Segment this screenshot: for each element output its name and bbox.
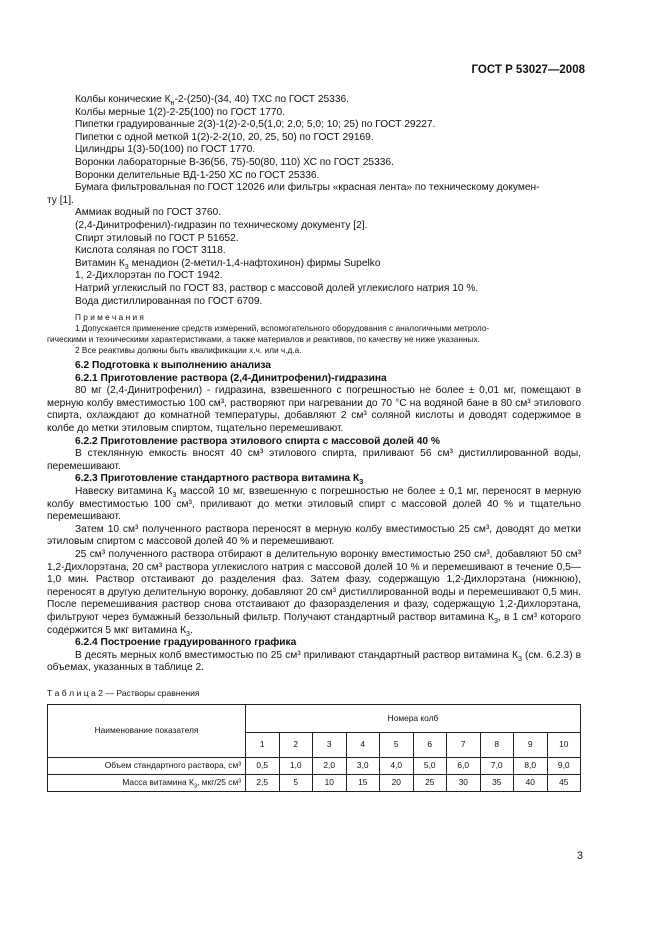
equipment-item: Цилиндры 1(3)-50(100) по ГОСТ 1770. [75, 144, 256, 156]
table-cell: 20 [380, 774, 414, 791]
row-label: Объем стандартного раствора, см³ [48, 757, 246, 774]
section-6-2-4-text: В десять мерных колб вместимостью по 25 см³ приливают стандартный раствор витамина $К_3$ (см. 6.2.3) в объемах, указанных в таблице 2. [47, 649, 581, 674]
section-6-2-3-heading: 6.2.3 Приготовление стандартного раствора витамина $К_3$ [75, 473, 364, 487]
table-cell: 2,0 [313, 757, 347, 774]
section-6-2-2-heading: 6.2.2 Приготовление раствора этилового спирта с массовой долей 40 % [75, 435, 440, 447]
table-cell: 8,0 [514, 757, 548, 774]
flask-number: 8 [480, 732, 514, 757]
section-6-2-1-heading: 6.2.1 Приготовление раствора (2,4-Динитрофенил)-гидразина [75, 372, 387, 384]
flask-number: 6 [413, 732, 447, 757]
equipment-item: Колбы мерные 1(2)-2-25(100) по ГОСТ 1770. [75, 106, 286, 118]
section-6-2-2-text: В стеклянную емкость вносят 40 см³ этилового спирта, приливают 56 см³ дистиллированной воды, перемешивают. [47, 448, 581, 472]
table-cell: 40 [514, 774, 548, 791]
table-cell: 1,0 [279, 757, 313, 774]
notes-block [47, 312, 581, 356]
note-1: 1 Допускается применение средств измерений, вспомогательного оборудования с аналогичными метроло- [75, 323, 490, 334]
section-6-2-1-text: 80 мг (2,4-Динитрофенил) - гидразина, взвешенного с погрешностью не более ± 0,01 мг, помещают в мерную колбу вместимостью 100 см³, растворяют при нагревании до 70 °С на водяной бане в 80 см³ этилового спирта, охлаждают до комнатной температуры, добавляют 2 см³ соляной кислоты и доводят содержимое в колбе до метки этиловым спиртом, тщательно перемешивают. [47, 385, 581, 435]
flask-number: 7 [447, 732, 481, 757]
table-cell: 30 [447, 774, 481, 791]
flask-number: 2 [279, 732, 313, 757]
section-6-2-4-heading: 6.2.4 Построение градуированного графика [75, 637, 297, 649]
reagent-item: Витамин $К_3$ менадион (2-метил-1,4-нафтохинон) фирмы Supelko [75, 257, 381, 271]
table-group-header: Номера колб [246, 704, 581, 732]
section-6-2-heading: 6.2 Подготовка к выполнению анализа [75, 360, 271, 372]
note-1-continuation: гическими и техническими характеристиками, а также материалов и реактивов, по качеству не ниже указанных. [47, 334, 480, 345]
table-cell: 45 [547, 774, 581, 791]
reagent-item: Натрий углекислый по ГОСТ 83, раствор с массовой долей углекислого натрия 10 %. [75, 282, 479, 294]
table-cell: 25 [413, 774, 447, 791]
equipment-item: Пипетки градуированные 2(3)-1(2)-2-0,5(1,0; 2,0; 5,0; 10; 25) по ГОСТ 29227. [75, 119, 436, 131]
flask-number: 9 [514, 732, 548, 757]
table-cell: 9,0 [547, 757, 581, 774]
equipment-item: Бумага фильтровальная по ГОСТ 12026 или фильтры «красная лента» по техническому докумен- [75, 182, 540, 194]
reagent-item: 1, 2-Дихлорэтан по ГОСТ 1942. [75, 270, 223, 282]
table-2-caption: Т а б л и ц а 2 — Растворы сравнения [47, 687, 200, 698]
row-label: Масса витамина $К_3$, мкг/25 см³ [48, 774, 246, 791]
equipment-item: Пипетки с одной меткой 1(2)-2-2(10, 20, 25, 50) по ГОСТ 29169. [75, 131, 374, 143]
table-cell: 5,0 [413, 757, 447, 774]
table-row [48, 774, 581, 791]
section-6-2-3-para-3: 25 см³ полученного раствора отбирают в делительную воронку вместимостью 250 см³, добавляют 50 см³ 1,2-Дихлорэтана, 20 см³ раствора углекислого натрия с массовой долей 10 % и перемешивают в течение 0,5—1,0 мин. Раствор отстаивают до разделения фаз. Затем фазу, содержащую 1,2-Дихлорэтана (нижнюю), переносят в другую делительную воронку, добавляют 20 см³ дистиллированной воды и перемешивают 0,5 мин. После перемешивания раствор снова отстаивают до фазоразделения и фазу, содержащую 1,2-Дихлорэтана, фильтруют через бумажный беззольный фильтр. Получают стандартный раствор витамина $К_3$, в 1 см³ которого содержится 5 мкг витамина $К_3$. [47, 549, 581, 638]
reagent-item: Спирт этиловый по ГОСТ Р 51652. [75, 232, 239, 244]
document-body [47, 94, 581, 792]
standard-id-header: ГОСТ Р 53027—2008 [471, 64, 585, 76]
flask-number: 4 [346, 732, 380, 757]
reagent-item: Аммиак водный по ГОСТ 3760. [75, 207, 222, 219]
equipment-item-continuation: ту [1]. [47, 194, 74, 206]
table-cell: 0,5 [246, 757, 280, 774]
flask-number: 3 [313, 732, 347, 757]
table-col-header: Наименование показателя [48, 704, 246, 757]
reagent-item: (2,4-Динитрофенил)-гидразин по техническому документу [2]. [75, 219, 368, 231]
reagent-item: Вода дистиллированная по ГОСТ 6709. [75, 295, 263, 307]
reagent-item: Кислота соляная по ГОСТ 3118. [75, 245, 226, 257]
table-cell: 7,0 [480, 757, 514, 774]
flask-number: 1 [246, 732, 280, 757]
table-cell: 3,0 [346, 757, 380, 774]
notes-title: П р и м е ч а н и я [75, 312, 144, 323]
table-cell: 2,5 [246, 774, 280, 791]
note-2: 2 Все реактивы должны быть квалификации х.ч. или ч.д.а. [75, 345, 302, 356]
table-cell: 35 [480, 774, 514, 791]
table-cell: 15 [346, 774, 380, 791]
page-number: 3 [576, 850, 583, 862]
section-6-2-3-para-2: Затем 10 см³ полученного раствора переносят в мерную колбу вместимостью 25 см³, доводят до метки этиловым спиртом с массовой долей 40 % и перемешивают. [47, 523, 581, 548]
equipment-item: Воронки делительные ВД-1-250 ХС по ГОСТ 25336. [75, 169, 320, 181]
flask-number: 10 [547, 732, 581, 757]
equipment-item: Колбы конические $К_н-2-(250)-(34$, 40) ТХС по ГОСТ 25336. [75, 94, 349, 108]
table-row [48, 757, 581, 774]
section-6-2-3-para-1: Навеску витамина $К_3$ массой 10 мг, взвешенную с погрешностью не более ± 0,1 мг, переносят в мерную колбу вместимостью 100 см³, приливают до метки этиловый спирт с массовой долей 40 % и тщательно перемешивают. [47, 486, 581, 523]
table-cell: 10 [313, 774, 347, 791]
table-cell: 6,0 [447, 757, 481, 774]
equipment-item: Воронки лабораторные В-36(56, 75)-50(80, 110) ХС по ГОСТ 25336. [75, 156, 394, 168]
table-2 [47, 704, 581, 792]
flask-number: 5 [380, 732, 414, 757]
table-cell: 5 [279, 774, 313, 791]
table-cell: 4,0 [380, 757, 414, 774]
